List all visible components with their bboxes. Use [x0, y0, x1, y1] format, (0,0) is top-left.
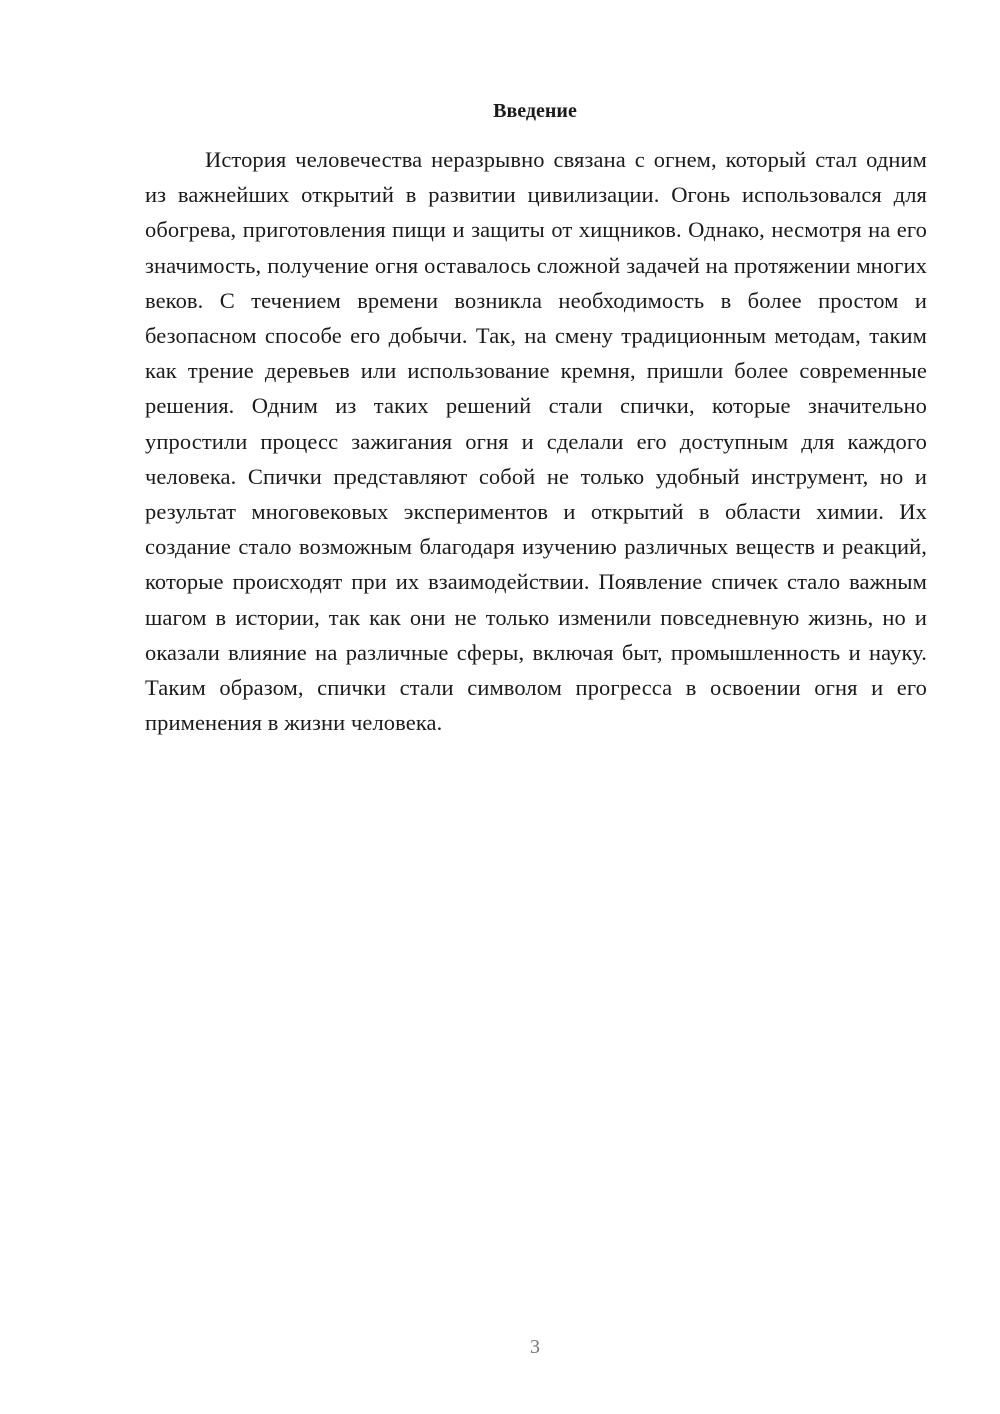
section-heading: Введение	[493, 100, 577, 122]
introduction-paragraph: История человечества неразрывно связана с огнем, который стал одним из важнейших открытий в развитии цивилизации. Огонь использовался для обогрева, приготовления пищи и защиты от хищников. Однако, несмотря на его значимость, получение огня оставалось сложной задачей на протяжении многих веков. С течением времени возникла необходимость в более простом и безопасном способе его добычи. Так, на смену традиционным методам, таким как трение деревьев или использование кремня, пришли более современные решения. Одним из таких решений стали спички, которые значительно упростили процесс зажигания огня и сделали его доступным для каждого человека. Спички представляют собой не только удобный инструмент, но и результат многовековых экспериментов и открытий в области химии. Их создание стало возможным благодаря изучению различных веществ и реакций, которые происходят при их взаимодействии. Появление спичек стало важным шагом в истории, так как они не только изменили повседневную жизнь, но и оказали влияние на различные сферы, включая быт, промышленность и науку. Таким образом, спички стали символом прогресса в освоении огня и его применения в жизни человека.	[145, 147, 927, 736]
page-number: 3	[530, 1336, 540, 1358]
